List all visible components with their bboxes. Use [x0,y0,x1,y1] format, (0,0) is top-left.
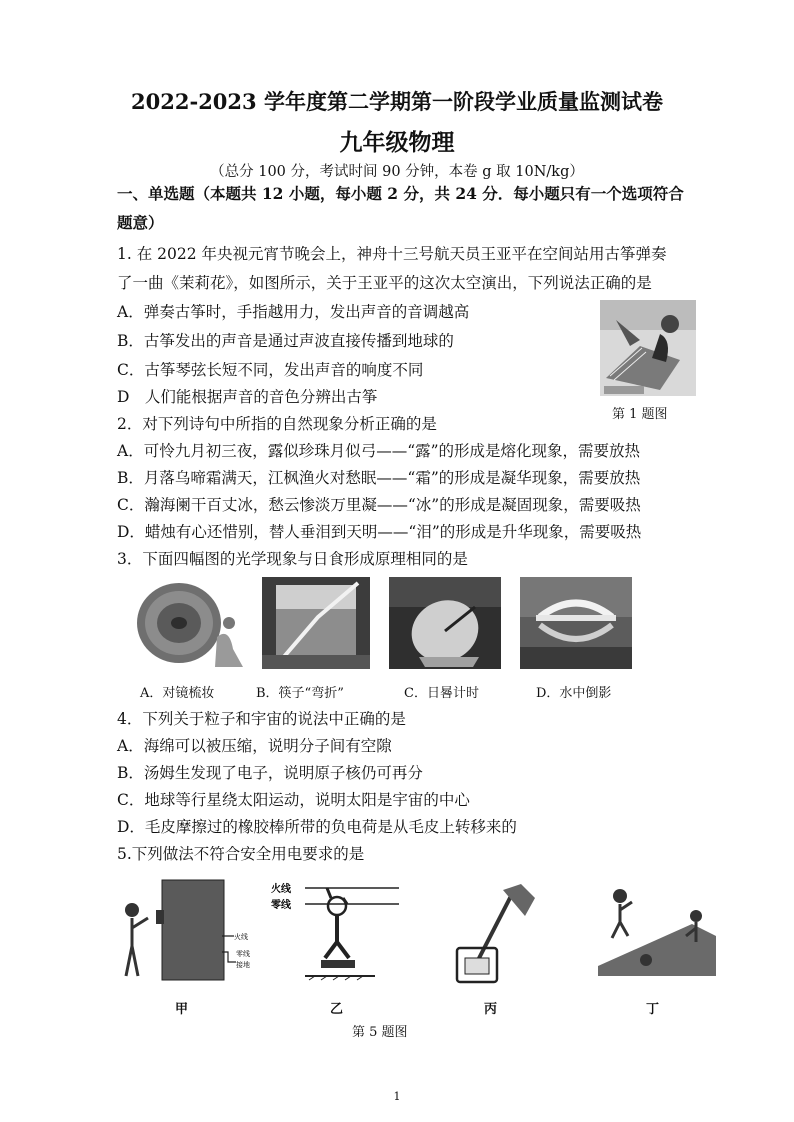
q5-yi-label-fire: 火线 [271,884,291,895]
q5-jia-label-ground: 接地 [236,961,250,969]
q5-jia-label-fire: 火线 [234,933,248,941]
q3-option-b: B．筷子“弯折” [256,686,344,701]
q1-option-c: C．古筝琴弦长短不同，发出声音的响度不同 [117,361,424,379]
section-heading-cont: 题意） [117,213,164,232]
q1-stem: 1. 在 2022 年央视元宵节晚会上，神舟十三号航天员王亚平在空间站用古筝弹奏 [117,245,667,263]
q5-stem: 5.下列做法不符合安全用电要求的是 [117,845,365,863]
q1-figure-astronaut-guzheng [600,300,696,396]
q3-option-c: C．日晷计时 [404,686,479,701]
q3-option-d: D．水中倒影 [536,686,612,701]
exam-subject: 九年级物理 [339,129,455,156]
q3-stem: 3．下面四幅图的光学现象与日食形成原理相同的是 [117,550,468,568]
q2-option-d: D．蜡烛有心还惜别，替人垂泪到天明——“泪”的形成是升华现象，需要吸热 [117,523,642,541]
q4-option-b: B．汤姆生发现了电子，说明原子核仍可再分 [117,764,423,782]
q4-option-d: D．毛皮摩擦过的橡胶棒所带的负电荷是从毛皮上转移来的 [117,818,517,836]
q1-option-d: D 人们能根据声音的音色分辨出古筝 [117,388,378,406]
page-number: 1 [393,1090,401,1103]
q5-jia-label-neutral: 零线 [236,950,250,958]
q5-label-yi: 乙 [330,1002,344,1017]
exam-title: 2022-2023 学年度第二学期第一阶段学业质量监测试卷 [131,89,663,114]
q5-figure-ding [596,876,721,986]
section-heading: 一、单选题（本题共 12 小题，每小题 2 分，共 24 分．每小题只有一个选项符合 [117,184,684,203]
q4-option-c: C．地球等行星绕太阳运动，说明太阳是宇宙的中心 [117,791,470,809]
q1-option-a: A．弹奏古筝时，手指越用力，发出声音的音调越高 [117,303,470,321]
q1-figure-caption: 第 1 题图 [612,407,668,422]
exam-info: （总分 100 分，考试时间 90 分钟，本卷 g 取 10N/kg） [210,164,584,180]
q5-label-bing: 丙 [484,1002,498,1017]
q3-figure-reflection [520,577,632,669]
q5-yi-label-neutral: 零线 [271,900,291,911]
q1-option-b: B．古筝发出的声音是通过声波直接传播到地球的 [117,332,454,350]
q1-stem-cont: 了一曲《茉莉花》，如图所示，关于王亚平的这次太空演出，下列说法正确的是 [117,274,652,292]
q3-figure-chopsticks [262,577,370,669]
q5-label-ding: 丁 [646,1002,660,1017]
q4-stem: 4．下列关于粒子和宇宙的说法中正确的是 [117,710,406,728]
q5-label-jia: 甲 [175,1002,189,1017]
q2-option-b: B．月落乌啼霜满天，江枫渔火对愁眠——“霜”的形成是凝华现象，需要放热 [117,469,641,487]
q2-option-a: A．可怜九月初三夜，露似珍珠月似弓——“露”的形成是熔化现象，需要放热 [117,442,641,460]
q2-stem: 2．对下列诗句中所指的自然现象分析正确的是 [117,415,437,433]
q3-figure-sundial [389,577,501,669]
q5-figure-yi [265,876,400,986]
q5-figure-bing [445,876,560,986]
q3-option-a: A．对镜梳妆 [140,686,215,701]
q4-option-a: A．海绵可以被压缩，说明分子间有空隙 [117,737,392,755]
q5-figure-jia [118,876,253,986]
q3-figure-mirror [133,577,248,669]
q2-option-c: C．瀚海阑干百丈冰，愁云惨淡万里凝——“冰”的形成是凝固现象，需要吸热 [117,496,641,514]
q5-figure-caption: 第 5 题图 [352,1025,408,1040]
